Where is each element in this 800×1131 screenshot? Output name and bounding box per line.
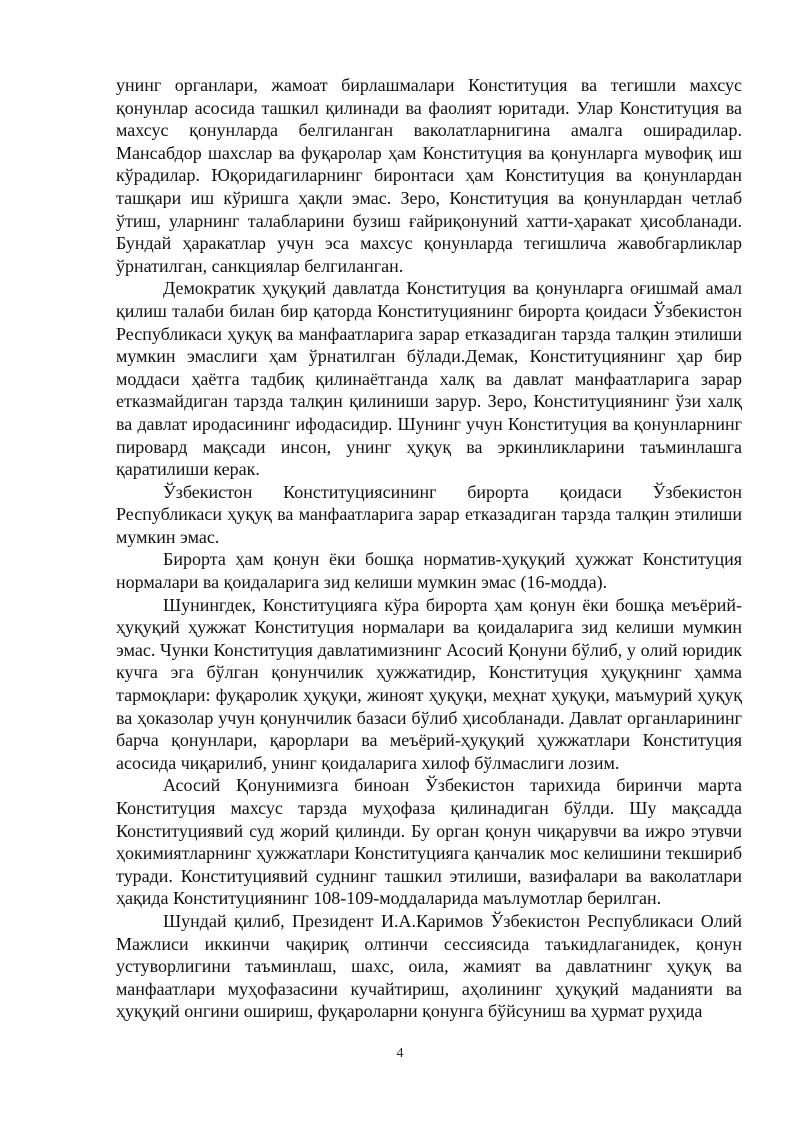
page-number: 4 (396, 1046, 404, 1061)
paragraph: Демократик ҳуқуқий давлатда Конституция ва қонунларга оғишмай амал қилиш талаби билан бир қаторда Конституциянинг бирорта қоидаси Ўзбекистон Республикаси ҳуқуқ ва манфаатларига зарар етказадиган тарзда талқин этилиши мумкин эмаслиги ҳам ўрнатилган бўлади.Демак, Конституциянинг ҳар бир моддаси ҳаётга тадбиқ қилинаётганда халқ ва давлат манфаатларига зарар етказмайдиган тарзда талқин қилиниши зарур. Зеро, Конституциянинг ўзи халқ ва давлат иродасининг ифодасидир. Шунинг учун Конституция ва қонунларнинг пировард мақсади инсон, унинг ҳуқуқ ва эркинликларини таъминлашга қаратилиши керак. (116, 278, 742, 480)
paragraph: Шунингдек, Конституцияга кўра бирорта ҳам қонун ёки бошқа меъёрий-ҳуқуқий ҳужжат Конституция нормалари ва қоидаларига зид келиши мумкин эмас. Чунки Конституция давлатимизнинг Асосий Қонуни бўлиб, у олий юридик кучга эга бўлган қонунчилик ҳужжатидир, Конституция ҳуқуқнинг ҳамма тармоқлари: фуқаролик ҳуқуқи, жиноят ҳуқуқи, меҳнат ҳуқуқи, маъмурий ҳуқуқ ва ҳоказолар учун қонунчилик базаси бўлиб ҳисобланади. Давлат органларининг барча қонунлари, қарорлари ва меъёрий-ҳуқуқий ҳужжатлари Конституция асосида чиқарилиб, унинг қоидаларига хилоф бўлмаслиги лозим. (116, 594, 742, 773)
paragraph: Шундай қилиб, Президент И.А.Каримов Ўзбекистон Республикаси Олий Мажлиси иккинчи чақириқ олтинчи сессиясида таъкидлаганидек, қонун устуворлигини таъминлаш, шахс, оила, жамият ва давлатнинг ҳуқуқ ва манфаатлари муҳофазасини кучайтириш, аҳолининг ҳуқуқий маданияти ва ҳуқуқий онгини ошириш, фуқароларни қонунга бўйсуниш ва ҳурмат руҳида (116, 910, 742, 1022)
paragraph: Бирорта ҳам қонун ёки бошқа норматив-ҳуқуқий ҳужжат Конституция нормалари ва қоидаларига зид келиши мумкин эмас (16-модда). (116, 549, 742, 593)
body-text (116, 74, 742, 1023)
paragraph: Асосий Қонунимизга биноан Ўзбекистон тарихида биринчи марта Конституция махсус тарзда муҳофаза қилинадиган бўлди. Шу мақсадда Конституциявий суд жорий қилинди. Бу орган қонун чиқарувчи ва ижро этувчи ҳокимиятларнинг ҳужжатлари Конституцияга қанчалик мос келишини текшириб туради. Конституциявий суднинг ташкил этилиши, вазифалари ва ваколатлари ҳақида Конституциянинг 108-109-моддаларида маълумотлар берилган. (116, 775, 742, 909)
paragraph-continuation: унинг органлари, жамоат бирлашмалари Конституция ва тегишли махсус қонунлар асосида ташкил қилинади ва фаолият юритади. Улар Конституция ва махсус қонунларда белгиланган ваколатларнигина амалга оширадилар. Мансабдор шахслар ва фуқаролар ҳам Конституция ва қонунларга мувофиқ иш кўрадилар. Юқоридагиларнинг биронтаси ҳам Конституция ва қонунлардан ташқари иш кўришга ҳақли эмас. Зеро, Конституция ва қонунлардан четлаб ўтиш, уларнинг талабларини бузиш ғайриқонуний хатти-ҳаракат ҳисобланади. Бундай ҳаракатлар учун эса махсус қонунларда тегишлича жавобгарликлар ўрнатилган, санкциялар белгиланган. (116, 75, 742, 276)
paragraph: Ўзбекистон Конституциясининг бирорта қоидаси Ўзбекистон Республикаси ҳуқуқ ва манфаатларига зарар етказадиган тарзда талқин этилиши мумкин эмас. (116, 481, 742, 547)
